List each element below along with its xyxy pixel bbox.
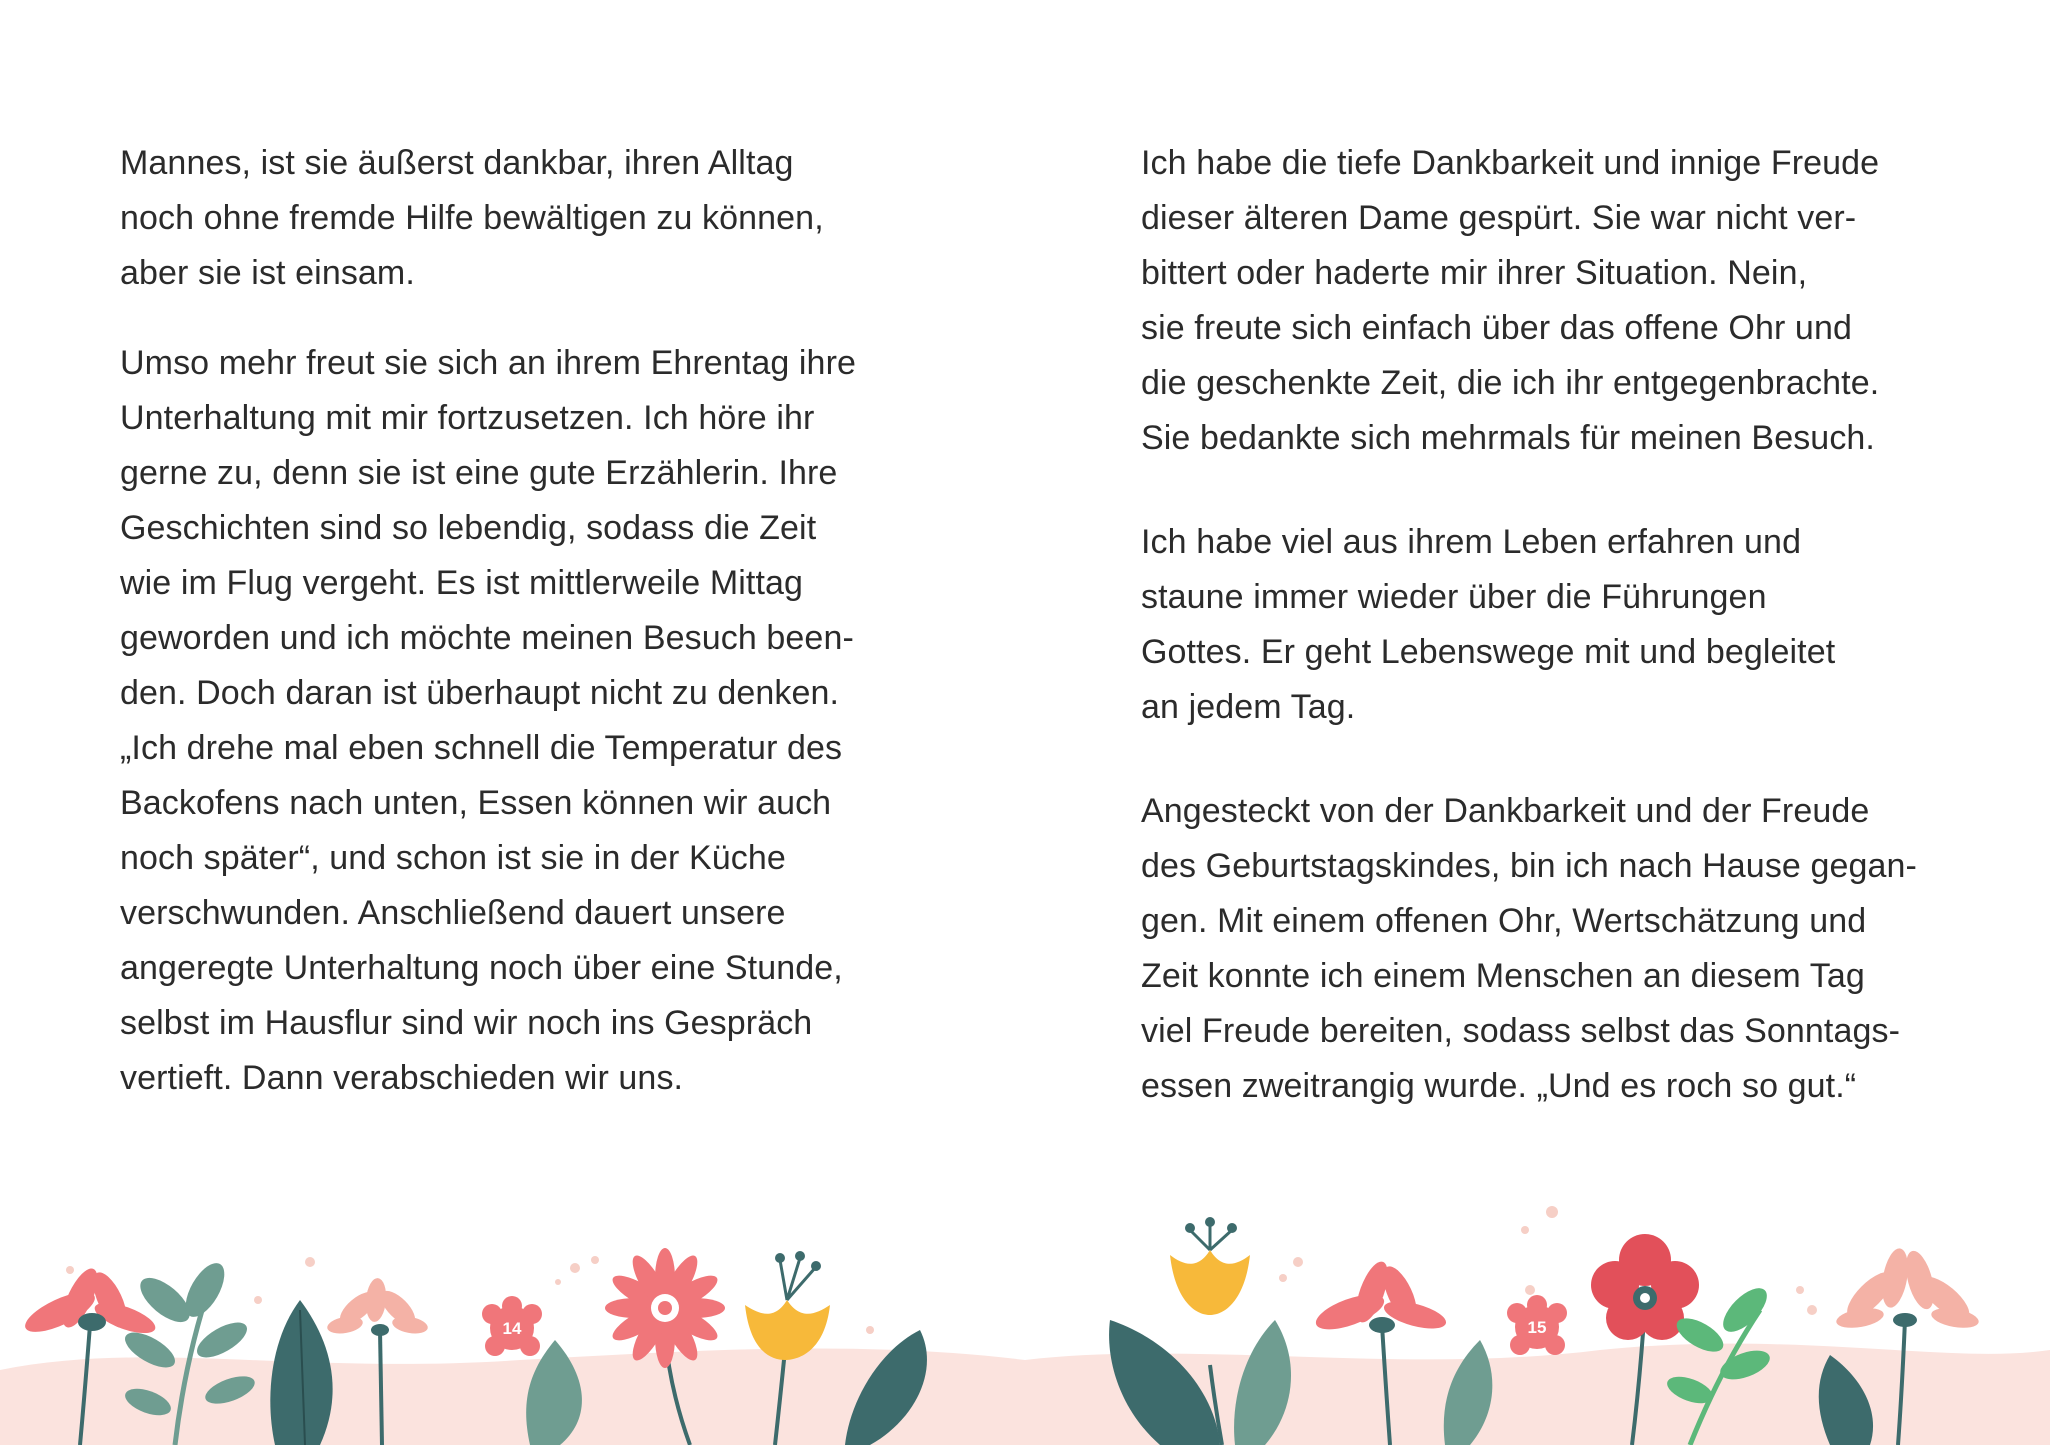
text-line: viel Freude bereiten, sodass selbst das Sonntags- (1141, 1012, 1900, 1050)
paragraph (1141, 515, 1941, 735)
text-line: selbst im Hausflur sind wir noch ins Gespräch (120, 1004, 813, 1042)
text-line: an jedem Tag. (1141, 688, 1356, 726)
paragraph (120, 336, 920, 1106)
text-line: essen zweitrangig wurde. „Und es roch so gut.“ (1141, 1067, 1857, 1105)
text-line: Ich habe viel aus ihrem Leben erfahren und (1141, 523, 1802, 561)
text-line: vertieft. Dann verabschieden wir uns. (120, 1059, 684, 1097)
flower-illustration (0, 1190, 2050, 1445)
text-line: Mannes, ist sie äußerst dankbar, ihren Alltag (120, 144, 794, 182)
text-line: Geschichten sind so lebendig, sodass die Zeit (120, 509, 817, 547)
text-line: Umso mehr freut sie sich an ihrem Ehrentag ihre (120, 344, 856, 382)
flower-border (0, 1190, 2050, 1445)
paragraph (1141, 136, 1941, 466)
text-line: „Ich drehe mal eben schnell die Temperatur des (120, 729, 843, 767)
text-line: verschwunden. Anschließend dauert unsere (120, 894, 786, 932)
text-line: bittert oder haderte mir ihrer Situation. Nein, (1141, 254, 1808, 292)
left-text-column (120, 136, 920, 1141)
text-line: Gottes. Er geht Lebenswege mit und begleitet (1141, 633, 1836, 671)
text-line: wie im Flug vergeht. Es ist mittlerweile Mittag (120, 564, 804, 602)
text-line: Sie bedankte sich mehrmals für meinen Besuch. (1141, 419, 1875, 457)
text-line: angeregte Unterhaltung noch über eine Stunde, (120, 949, 843, 987)
paragraph (1141, 784, 1941, 1114)
page-number-15: 15 (1527, 1318, 1547, 1337)
sage-leaf (526, 1340, 582, 1445)
text-line: noch später“, und schon ist sie in der Küche (120, 839, 786, 877)
text-line: Backofens nach unten, Essen können wir auch (120, 784, 832, 822)
paragraph (120, 136, 920, 301)
text-line: Angesteckt von der Dankbarkeit und der Freude (1141, 792, 1870, 830)
text-line: noch ohne fremde Hilfe bewältigen zu können, (120, 199, 824, 237)
text-line: geworden und ich möchte meinen Besuch been- (120, 619, 854, 657)
text-line: Ich habe die tiefe Dankbarkeit und innige Freude (1141, 144, 1880, 182)
text-line: sie freute sich einfach über das offene Ohr und (1141, 309, 1852, 347)
text-line: den. Doch daran ist überhaupt nicht zu denken. (120, 674, 840, 712)
page-number-badge (482, 1296, 542, 1356)
text-line: die geschenkte Zeit, die ich ihr entgegenbrachte. (1141, 364, 1880, 402)
text-line: Zeit konnte ich einem Menschen an diesem Tag (1141, 957, 1865, 995)
right-text-column (1141, 136, 1941, 1163)
text-line: gerne zu, denn sie ist eine gute Erzählerin. Ihre (120, 454, 838, 492)
text-line: dieser älteren Dame gespürt. Sie war nicht ver- (1141, 199, 1857, 237)
text-line: staune immer wieder über die Führungen (1141, 578, 1767, 616)
text-line: aber sie ist einsam. (120, 254, 415, 292)
page-number-14: 14 (502, 1319, 522, 1338)
page-number-badge (1507, 1295, 1567, 1355)
text-line: Unterhaltung mit mir fortzusetzen. Ich höre ihr (120, 399, 815, 437)
text-line: des Geburtstagskindes, bin ich nach Hause gegan- (1141, 847, 1917, 885)
text-line: gen. Mit einem offenen Ohr, Wertschätzung und (1141, 902, 1867, 940)
teal-oak-leaf (270, 1300, 332, 1445)
